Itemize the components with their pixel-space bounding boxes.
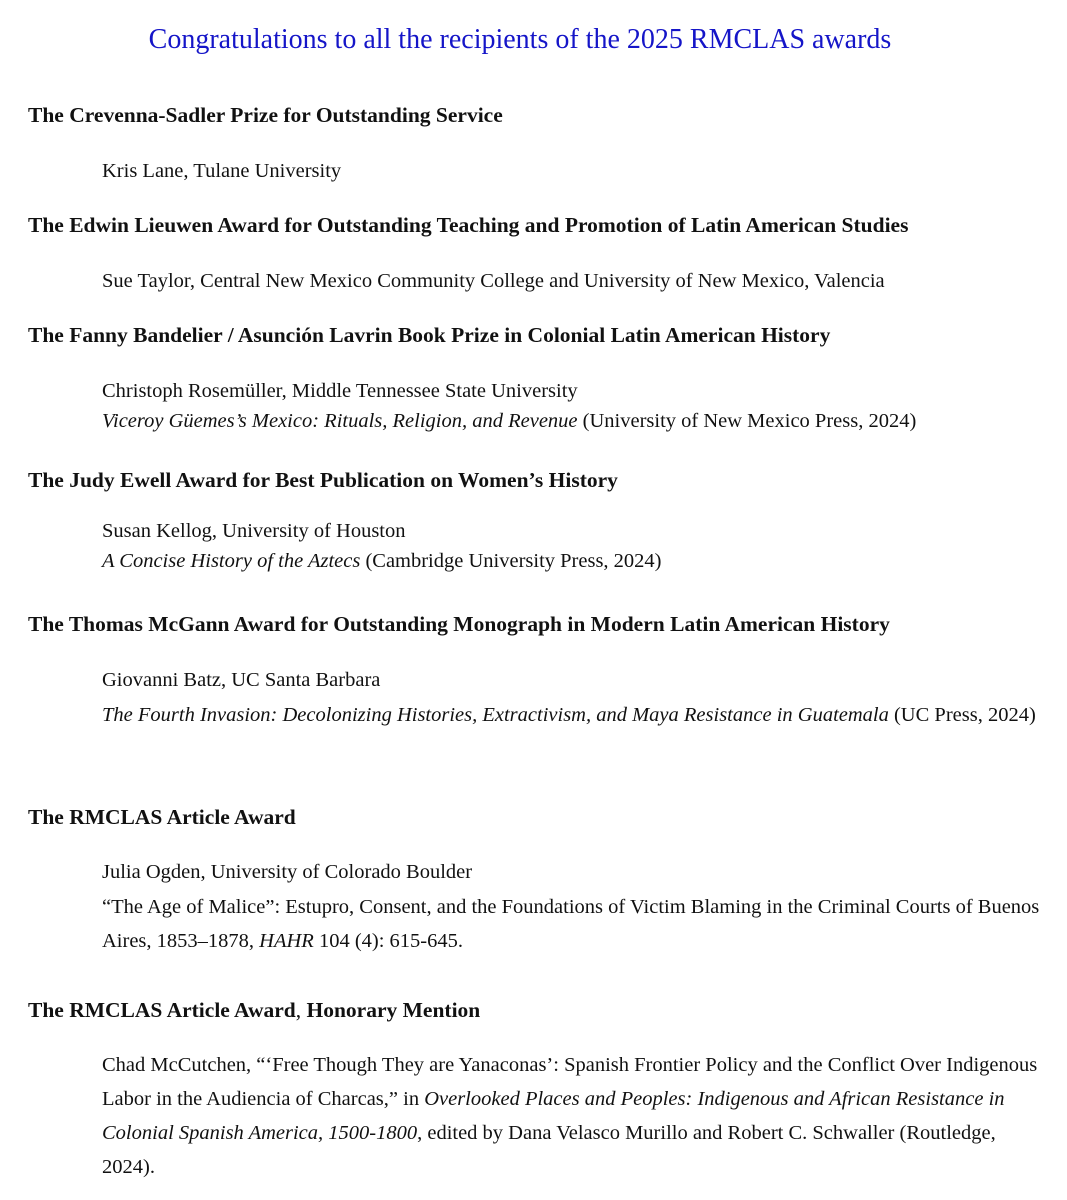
award-recipient-mcgann: Giovanni Batz, UC Santa Barbara: [102, 669, 381, 691]
award-work-article-honorary: [102, 1048, 1047, 1184]
publication-details: (University of New Mexico Press, 2024): [577, 410, 917, 432]
award-recipient-crevenna-sadler: Kris Lane, Tulane University: [102, 160, 342, 182]
book-title: The Fourth Invasion: Decolonizing Histories, Extractivism, and Maya Resistance in Guatemala: [102, 704, 889, 726]
award-heading-bandelier-lavrin: The Fanny Bandelier / Asunción Lavrin Book Prize in Colonial Latin American History: [28, 323, 831, 347]
book-title: Viceroy Güemes’s Mexico: Rituals, Religion, and Revenue: [102, 410, 578, 432]
page-title: Congratulations to all the recipients of the 2025 RMCLAS awards: [148, 24, 892, 55]
award-work-bandelier-lavrin: [102, 404, 1047, 438]
award-heading-article: The RMCLAS Article Award: [28, 805, 296, 829]
award-recipient-article: Julia Ogden, University of Colorado Boulder: [102, 861, 473, 883]
award-name: The RMCLAS Article Award: [28, 998, 296, 1022]
publication-details: , edited by Dana Velasco Murillo and Robert C. Schwaller (Routledge, 2024).: [102, 1122, 996, 1178]
award-work-article: [102, 890, 1047, 958]
award-name-suffix: Honorary Mention: [306, 998, 481, 1022]
award-recipient-bandelier-lavrin: Christoph Rosemüller, Middle Tennessee State University: [102, 380, 578, 402]
award-work-ewell: [102, 544, 1047, 578]
award-heading-ewell: The Judy Ewell Award for Best Publication on Women’s History: [28, 468, 618, 492]
award-heading-lieuwen: The Edwin Lieuwen Award for Outstanding Teaching and Promotion of Latin American Studies: [28, 213, 909, 237]
book-title: Overlooked Places and Peoples: Indigenous and African Resistance in Colonial Spanish America, 1500-1800: [102, 1088, 1005, 1144]
award-recipient-ewell: Susan Kellog, University of Houston: [102, 520, 406, 542]
publication-details: (UC Press, 2024): [888, 704, 1036, 726]
chapter-citation: Chad McCutchen, “‘Free Though They are Yanaconas’: Spanish Frontier Policy and the Conflict Over Indigenous Labor in the Audiencia of Charcas,” in: [102, 1054, 1038, 1110]
award-recipient-lieuwen: Sue Taylor, Central New Mexico Community College and University of New Mexico, Valencia: [102, 270, 885, 292]
publication-details: 104 (4): 615-645.: [313, 930, 463, 952]
publication-details: (Cambridge University Press, 2024): [360, 550, 662, 572]
award-name-separator: ,: [295, 998, 307, 1022]
journal-name: HAHR: [259, 930, 314, 952]
award-heading-mcgann: The Thomas McGann Award for Outstanding Monograph in Modern Latin American History: [28, 612, 890, 636]
award-work-mcgann: [102, 698, 1047, 732]
award-heading-article-honorary: [28, 996, 480, 1024]
article-title: “The Age of Malice”: Estupro, Consent, and the Foundations of Victim Blaming in the Criminal Courts of Buenos Aires, 1853–1878,: [102, 896, 1040, 952]
book-title: A Concise History of the Aztecs: [102, 550, 361, 572]
award-heading-crevenna-sadler: The Crevenna-Sadler Prize for Outstanding Service: [28, 103, 503, 127]
